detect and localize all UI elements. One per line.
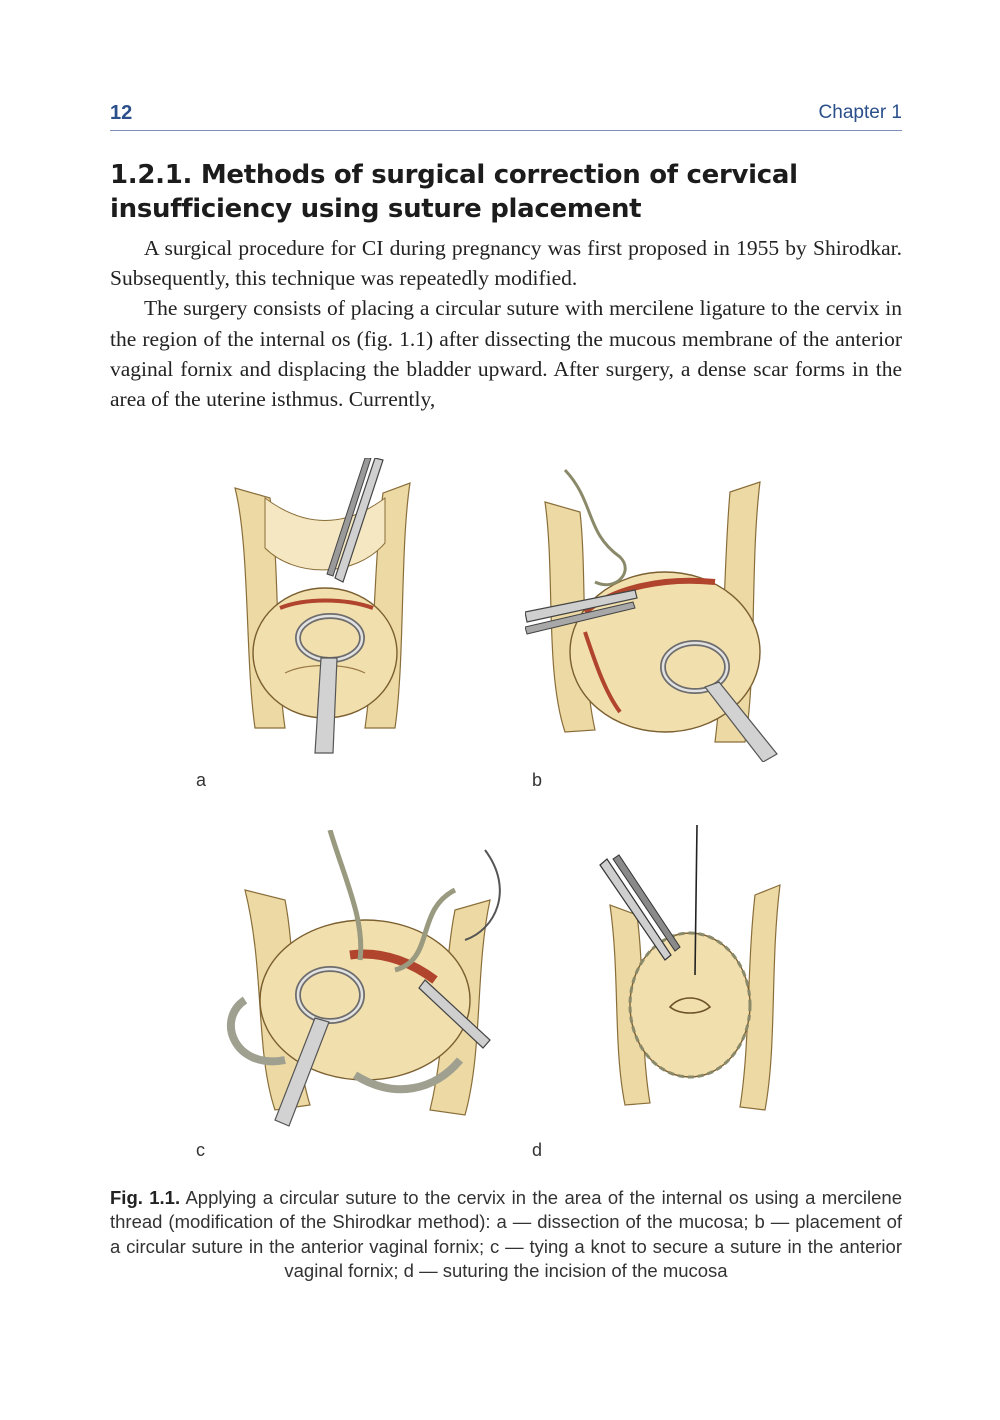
panel-b-drawing — [525, 462, 785, 762]
figure-reference: Fig. 1.1. — [110, 1187, 181, 1208]
figure-caption — [110, 1186, 902, 1283]
panel-c-drawing — [215, 830, 515, 1130]
panel-label-a: a — [196, 770, 207, 790]
panel-label-b: b — [532, 770, 543, 790]
caption-text: Applying a circular suture to the cervix in the area of the internal os using a mercilene thread (modification of the Shirodkar method): a — dissection of the mucosa; b — placement of a circular suture in the anterior vaginal fornix; c — tying a knot to secure a suture in the anterior vaginal fornix; d — suturing the incision of the mucosa — [110, 1187, 902, 1281]
running-head — [110, 100, 902, 131]
figure-1-1 — [0, 450, 1000, 1170]
illustration-panel-c — [215, 830, 515, 1130]
panel-d-drawing — [595, 825, 795, 1125]
illustration-panel-a — [225, 458, 425, 758]
panel-a-drawing — [225, 458, 425, 758]
panel-label-c: c — [196, 1140, 205, 1160]
panel-label-d: d — [532, 1140, 543, 1160]
chapter-label: Chapter 1 — [818, 102, 902, 123]
body-text — [110, 233, 902, 414]
page-number: 12 — [110, 102, 133, 124]
paragraph: A surgical procedure for CI during pregnancy was first proposed in 1955 by Shirodkar. Subsequently, this technique was repeatedly modified. — [110, 236, 902, 291]
illustration-panel-d — [595, 825, 795, 1125]
illustration-panel-b — [525, 462, 785, 762]
section-heading: 1.2.1. Methods of surgical correction of cervical insufficiency using suture placement — [110, 160, 798, 224]
paragraph: The surgery consists of placing a circular suture with mercilene ligature to the cervix in the region of the internal os (fig. 1.1) after dissecting the mucous membrane of the anterior vaginal fornix and displacing the bladder upward. After surgery, a dense scar forms in the area of the uterine isthmus. Currently, — [110, 296, 902, 412]
